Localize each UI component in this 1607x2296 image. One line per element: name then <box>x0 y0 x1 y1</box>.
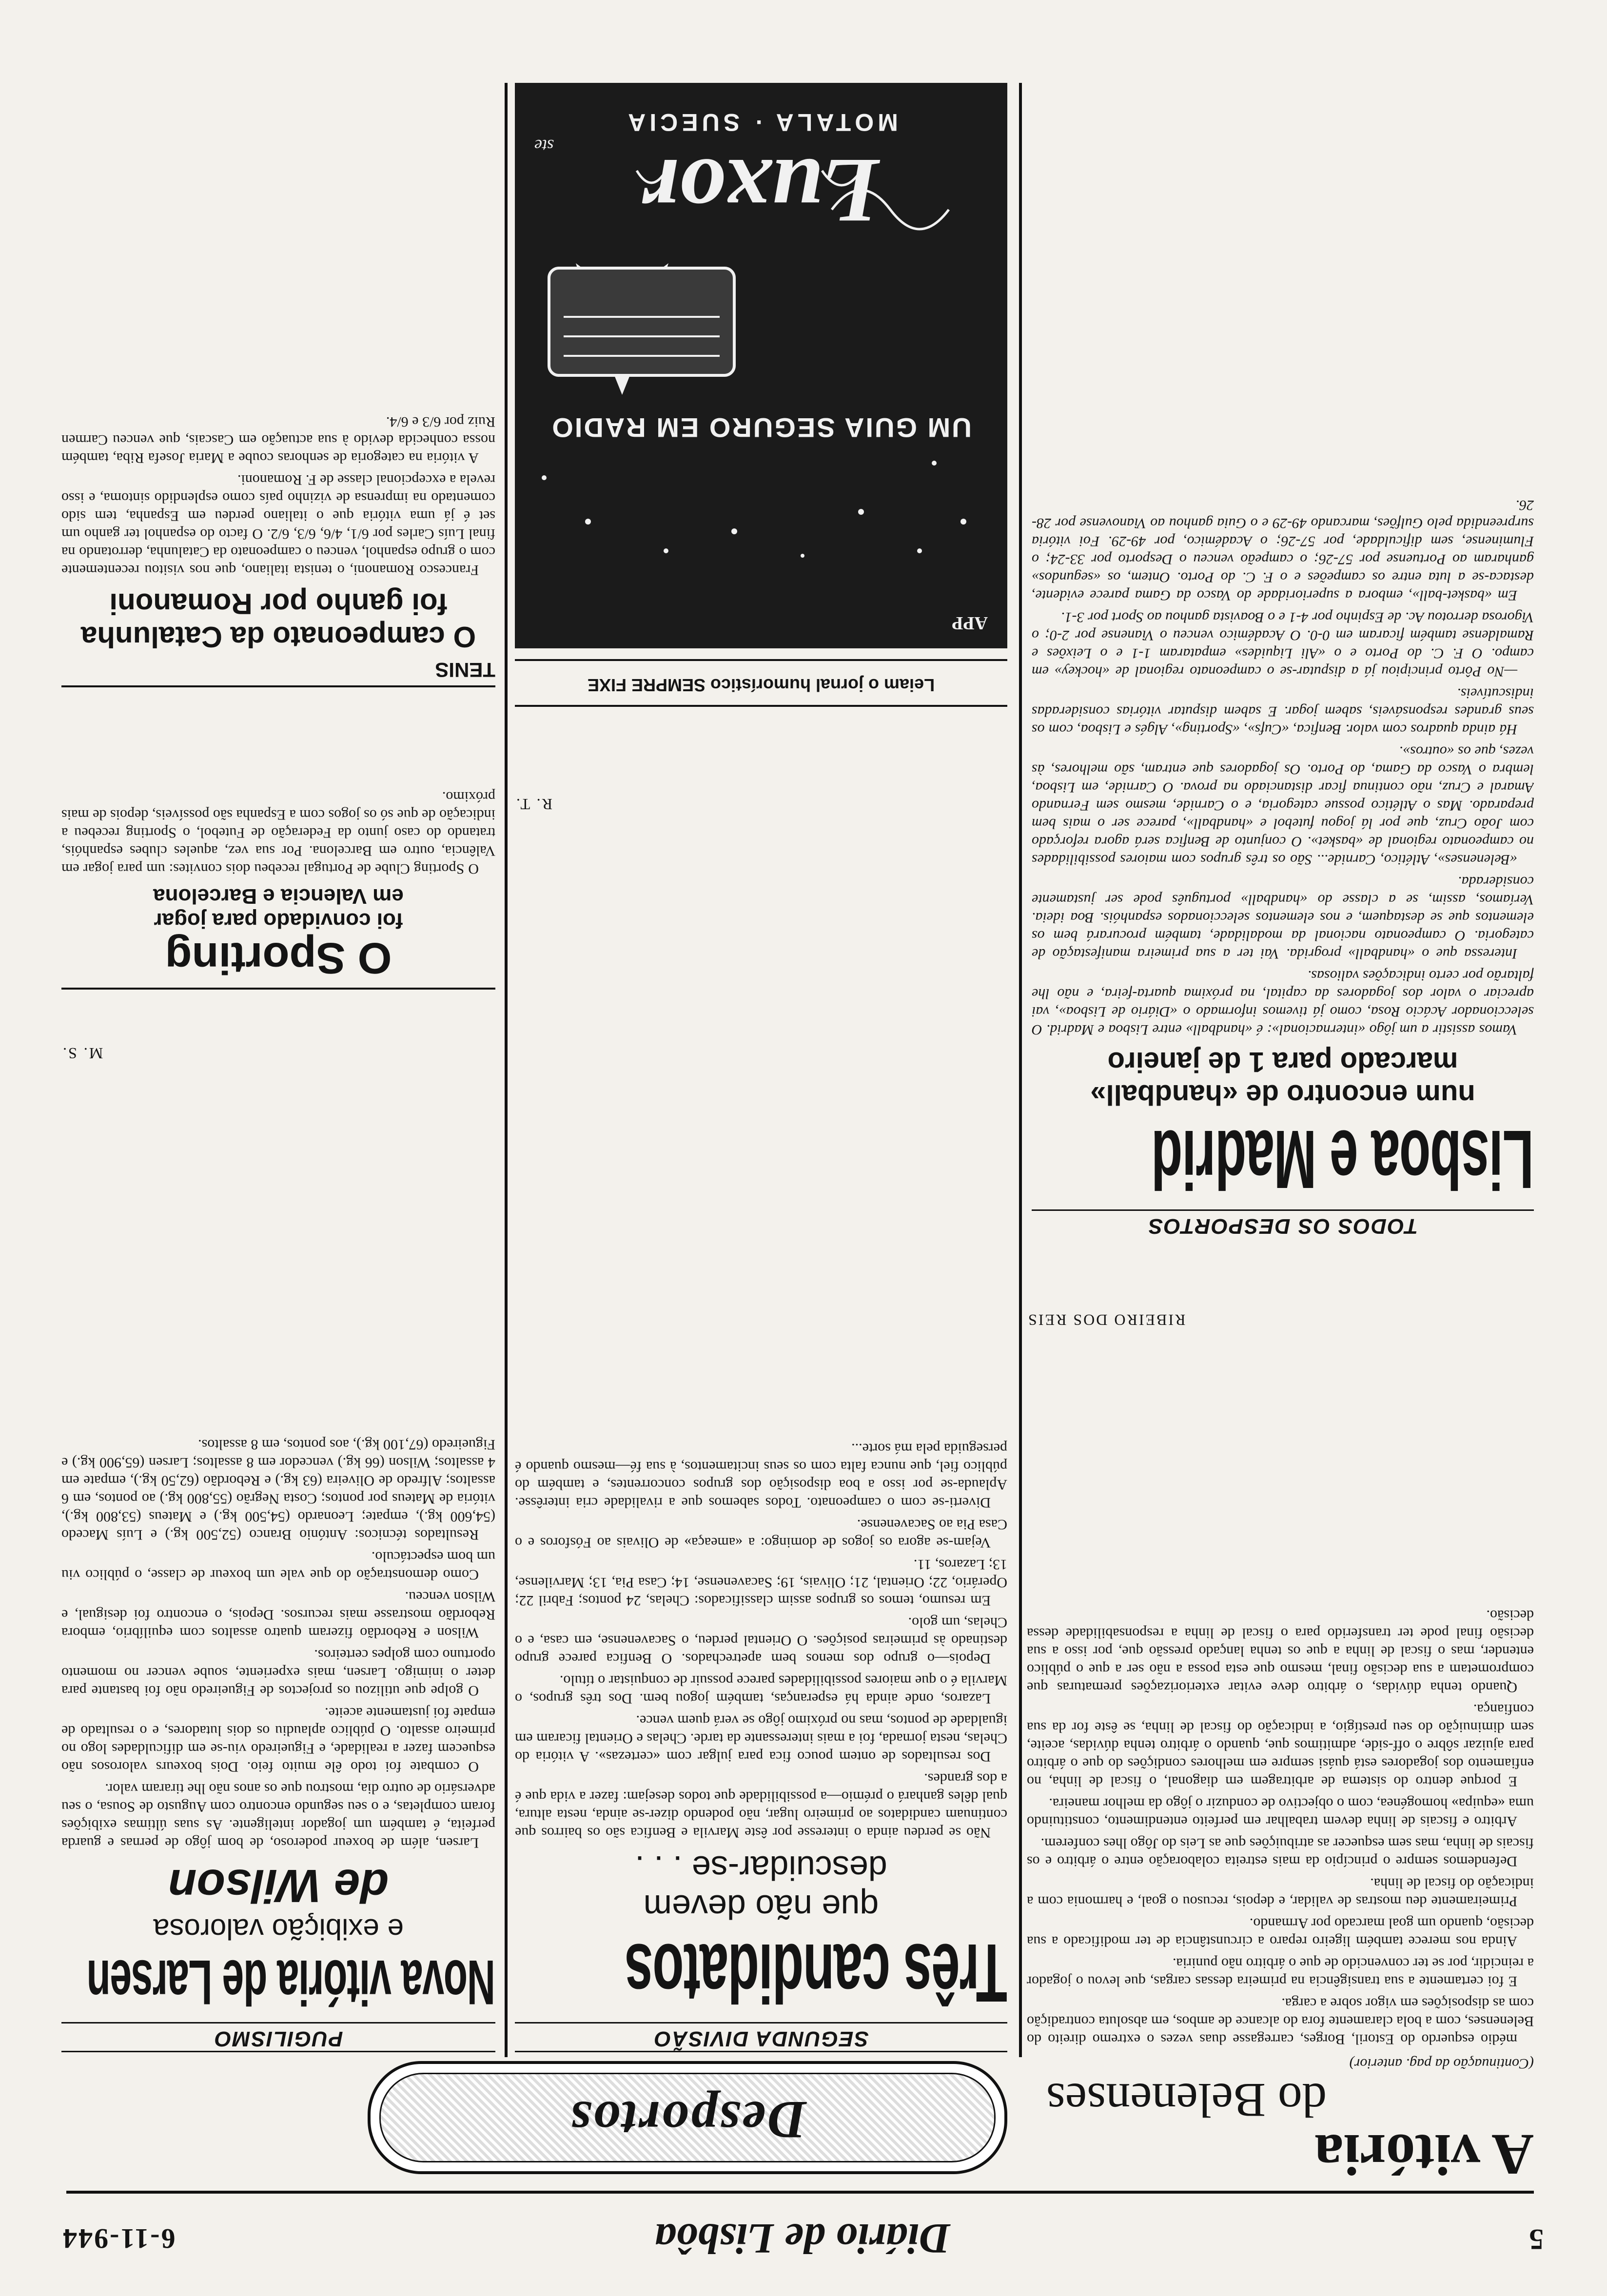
paragraph: Quando tenha dúvidas, o árbitro deve evitar exteriorizações prematuras que comprometam a sua decisão final, mesmo que esta possa a não ser a que o público entender, mas o fiscal de linha a que os tenha lançado pressão que, por isso a sua decisão final pode ter transferido para o fiscal de linha a responsabilidade dessa decisão. <box>1027 1607 1534 1695</box>
segunda-signature: R. T. <box>515 796 552 813</box>
larsen-kicker: PUGILISMO <box>61 2022 495 2052</box>
paragraph: E porque dentro do sistema de arbitragem em diagonal, o fiscal de linha, no enfiamento dos jogadores está quási sempre em melhores condições do que o árbitro para ajuizar sôbre o off-side, admitimos que, quando o árbitro tenha dúvidas, aceite, sem diminuição do seu prestígio, a indicação do fiscal de linha, se êste for da sua confiança. <box>1027 1701 1534 1790</box>
paragraph: Interessa que o «handball» progrida. Vai ter a sua primeira manifestação de categoria. O campeonato nacional da modalidade, também procurará bem os elementos que se destaquem, e nos elementos seleccionados espanhóis. Boa ideia. Veríamos, assim, se a classe do «handball» português pode ser justamente considerada. <box>1032 874 1534 962</box>
ad-tag-left: APP <box>952 613 988 633</box>
tenis-section: TENIS <box>435 659 495 681</box>
segunda-sub-2: descuidar-se . . . <box>635 1849 887 1887</box>
paragraph: Larsen, além de boxeur poderoso, de bom jôgo de pernas e guarda perfeita, é também um jogador inteligente. As suas últimas exibições foram completas, e o seu segundo encontro com Augusto de Sousa, o seu adversário de outro dia, mostrou que os anos não lhe tiraram valor. <box>61 1781 495 1851</box>
paragraph: Resultados técnicos: António Branco (52,500 kg.) e Luís Macedo (54,600 kg.), empate; Leonardo (54,500 kg.) e Mateus (53,800 kg.), vitória de Mateus por pontos; Costa Negrão (55,800 kg.) ao pontos, em 6 assaltos; Alfredo de Oliveira (63 kg.) e Rebordão (62,50 kg.), empate em 4 assaltos; Wilson (66 kg.) vencedor em 8 assaltos; Larsen (65,900 kg.) e Figueiredo (67,100 kg.), aos pontos, em 8 assaltos. <box>61 1437 495 1543</box>
sporting-body <box>61 722 495 878</box>
sempre-fixe-ad <box>515 659 1007 707</box>
paragraph: Ainda nos merece também ligeiro reparo a circunstância de ter modificado a sua decisão, quando um goal marcado por Armando. <box>1027 1915 1534 1949</box>
madrid-headline: Lisboa e Madrid <box>1152 1113 1534 1206</box>
paragraph: Em resumo, temos os grupos assim classificados: Chelas, 24 pontos; Fabril 22; Operário, 22; Oriental, 21; Olivais, 19; Sacavenense, 14; Casa Pia, 13; Marvilense, 13; Lazaros, 11. <box>515 1557 1007 1609</box>
paragraph: Vejam-se agora os jogos de domingo: a «ameaça» de Olivais ao Fósforos e o Casa Pia ao Sacavenense. <box>515 1517 1007 1551</box>
column-rule <box>505 83 508 2057</box>
madrid-sub-1: num encontro de «handball» <box>1090 1079 1475 1110</box>
segunda-body <box>515 813 1007 1842</box>
belenenses-headline-2: do Belenenses <box>1046 2073 1327 2127</box>
issue-date: 6-11-944 <box>61 2223 176 2255</box>
section-banner <box>368 2061 1007 2174</box>
paragraph: O golpe que utilizou os projectos de Figueiredo não foi bastante para deter o inimigo. Larsen, mais experiente, soube vencer no momento oportuno com golpes certeiros. <box>61 1647 495 1699</box>
belenenses-signature: RIBEIRO DOS REIS <box>1027 1311 1186 1329</box>
paragraph: Wilson e Rebordão fizeram quatro assaltos com equilíbrio, embora Rebordão mostrasse mais recursos. Depois, o encontro foi desigual, e Wilson venceu. <box>61 1589 495 1641</box>
paragraph: A vitória na categoria de senhoras coube a Maria Josefa Riba, também nossa conhecida devido à sua actuação em Cascais, que venceu Carmen Ruiz por 6/3 e 6/4. <box>61 414 495 466</box>
segunda-headline: Três candidatos <box>625 1926 1007 2019</box>
sporting-sub-1: foi convidado para jogar <box>154 909 403 933</box>
paper-title: Diário de Lisbôa <box>654 2215 951 2262</box>
belenenses-article <box>1027 1258 1534 2187</box>
tenis-article <box>61 81 495 687</box>
luxor-radio-ad <box>515 83 1007 648</box>
ad-origin: MOTALA · SUECIA <box>624 109 898 136</box>
paragraph: Depois—o grupo dos menos bem apetrechados. O Benfica parece grupo destinado às primeiras posições. O Oriental perdeu, o Sacavenense, em casa, e o Chelas, um golo. <box>515 1615 1007 1667</box>
ad-slogan: UM GUIA SEGURO EM RADIO <box>550 412 972 443</box>
banner-title: Desportos <box>568 2090 807 2150</box>
larsen-body <box>61 1062 495 1852</box>
belenenses-body <box>1027 1332 1534 2048</box>
tenis-headline: O campeonato da Catalunha foi ganho por Romanoni <box>80 587 476 653</box>
page-number: 5 <box>1529 2223 1544 2256</box>
sporting-article <box>61 695 495 990</box>
paragraph: Há ainda quadros com valor. Benfica, «Cufs», «Sporting», Algés e Lisboa, com os seus grandes responsáveis, sabem jogar. E sabem disputar vitórias consideradas indiscutíveis. <box>1032 685 1534 738</box>
masthead <box>61 2194 1544 2267</box>
paragraph: Defendemos sempre o princípio da mais estreita colaboração entre o árbitro e os fiscais de linha, mas sem esquecer as atribuições que as Leis do Jôgo lhes conferem. <box>1027 1835 1534 1869</box>
paragraph: Em «basket-ball», embora a superioridade do Vasco da Gama parece evidente, destaca-se a luta entre os campeões e o F. C. do Porto. Ontem, os «segundos» ganharam ao Portuense por 57-26; o campeão venceu o Desporto por 33-24; o Fluminense, sem dificuldade, por 57-26; o Académico, por 49-29. Foi vitória surpreendida pelo Gulfões, marcando 49-29 e o Guia ganhou ao Vianovense por 28-26. <box>1032 497 1534 603</box>
sempre-fixe-text: Leiam o jornal humorístico SEMPRE FIXE <box>587 675 935 695</box>
paragraph: Lazaros, onde ainda há esperanças, também jogou bem. Dos três grupos, o Marvila é o que maiores possibilidades parece possuir de conquistar o título. <box>515 1673 1007 1707</box>
paragraph: Francesco Romanoni, o tenista italiano, que nos visitou recentemente com o grupo espanhol, venceu o campeonato da Catalunha, derrotando na final Luís Carles por 6/1, 4/6, 6/3, 6/2. O facto do espanhol ter ganho um set é já uma vitória que o italiano perdeu em Espanha, tem sido comentado na imprensa de vizinho país como esplendido sintoma, e isso revela a excepcional classe de F. Romanoni. <box>61 472 495 578</box>
masthead-rule <box>66 2191 1534 2194</box>
paragraph: Primeiramente deu mostras de validar, e depois, recusou o goal, e harmonia com a indicação do fiscal de linha. <box>1027 1875 1534 1909</box>
paragraph: médio esquerdo do Estoril, Borges, carregasse duas vezes o extremo direito do Belenenses, com a bola claramente fora do alcance de ambos, em absoluta contradição com as disposições em vigor sobre a carga. <box>1027 1995 1534 2047</box>
larsen-sub-2: de Wilson <box>168 1860 389 1912</box>
larsen-signature: M. S. <box>61 1045 103 1062</box>
madrid-article <box>1032 78 1534 1238</box>
madrid-sub-2: marcado para 1 de janeiro <box>1107 1046 1458 1078</box>
tenis-body <box>61 140 495 579</box>
larsen-headline: Nova vitória de Larsen <box>87 1947 495 2018</box>
segunda-sub-1: que não devem <box>643 1888 879 1926</box>
belenenses-headline-1: A vitória <box>1314 2122 1534 2187</box>
paragraph: «Belenenses», Atlético, Carnide... São os três grupos com maiores possibilidades no campeonato regional de «basket». O conjunto de Benfica será agora reforçado com João Cruz, que por lá jogou futebol e «handball», parece ser o mais bem preparado. Mas o Atlético possue categoria, e o Carnide, mesmo sem Fernando Amaral e Cruz, não continua ficar distanciado na prova. O Carnide, em Lisboa, lembra o Vasco da Gama, do Porto. Os jogadores que entram, são melhores, às vezes, que os «outros». <box>1032 743 1534 868</box>
larsen-article <box>61 1004 495 2052</box>
sporting-sub-2: em Valencia e Barcelona <box>153 884 404 908</box>
paragraph: Como demonstração do que vale um boxeur de classe, o público viu um bom espectáculo. <box>61 1549 495 1583</box>
madrid-kicker: TODOS OS DESPORTOS <box>1032 1209 1534 1238</box>
segunda-kicker: SEGUNDA DIVISÃO <box>515 2022 1007 2052</box>
paragraph: O combate foi todo êle muito feio. Dois boxeurs valorosos não esquecem fazer a realidade, e Figueiredo viu-se em dificuldades logo no primeiro assalto. O público aplaudiu os dois lutadores, e o resultado de empate foi justamente aceite. <box>61 1705 495 1775</box>
paragraph: Arbitro e fiscais de linha devem trabalhar em perfeito entendimento, constituindo uma «equipa» homogénea, com o objectivo de conduzir o jôgo da melhor maneira. <box>1027 1795 1534 1829</box>
paragraph: Não se perdeu ainda o interesse por êste Marvila e Benfica são os bairros que continuam candidatos ao primeiro lugar, não podendo dizer-se ainda, nesta altura, qual dêles ganhará o prémio—a possibilidade que todos desejam: fazer a vida que é a dos grandes. <box>515 1771 1007 1841</box>
paragraph: E foi certamente a sua transigência na primeira dessas cargas, que levou o jogador a reincidir, por se ter convencido de que o árbitro não puniria. <box>1027 1955 1534 1989</box>
column-rule <box>1019 83 1022 2057</box>
sporting-headline: O Sporting <box>165 934 392 982</box>
larsen-sub-1: e exibição valorosa <box>153 1913 404 1946</box>
madrid-body <box>1032 122 1534 1039</box>
paragraph: Vamos assistir a um jôgo «internacional»: é «handball» entre Lisboa e Madrid. O seleccionador Acácio Rosa, como já tivemos informado o «Diário de Lisboa», vai apreciar o valor dos jogadores da capital, na próxima quarta-feira, e não lhe faltarão por certo indicações valiosas. <box>1032 968 1534 1038</box>
paragraph: —No Pôrto principiou já a disputar-se o campeonato regional de «hockey» em campo. O F. C. do Porto e o «Ali Liquides» empataram 1-1 e o Leixões e Ramaldense também ficaram em 0-0. O Académico venceu o Vianense por 2-0; o Vigorosa derrotou Ac. de Espinho por 4-1 e o Boavista ganhou ao Sport por 3-1. <box>1032 609 1534 680</box>
ad-tag-right: ste <box>534 136 554 156</box>
ad-brand: Luxor <box>643 139 880 242</box>
segunda-article <box>515 717 1007 2052</box>
paragraph: Diverti-se com o campeonato. Todos sabemos que a rivalidade cria interêsse. Aplauda-se por isso a boa disposição dos grupos concorrentes, e também do público fiel, que nunca falta com os seus incitamentos, à sua fé—mesmo quando é perseguida pela má sorte... <box>515 1440 1007 1511</box>
paragraph: Dos resultados de ontem pouco fica para julgar com «certezas». A vitória do Chelas, nesta jornada, foi a mais interessante da tarde. Chelas e Oriental ficaram em igualdade de pontos, mas no próximo jôgo se verá quem vence. <box>515 1712 1007 1765</box>
paragraph: O Sporting Clube de Portugal recebeu dois convites: um para jogar em Valência, outro em Barcelona. Por sua vez, aqueles clubes espanhóis, tratando do caso junto da Federação de Futebol, o Sporting recebeu a indicação de que só os jogos com a Espanha são possíveis, depois de mais próximo. <box>61 789 495 877</box>
continued-note: (Continuação da pag. anterior) <box>1349 2056 1534 2072</box>
